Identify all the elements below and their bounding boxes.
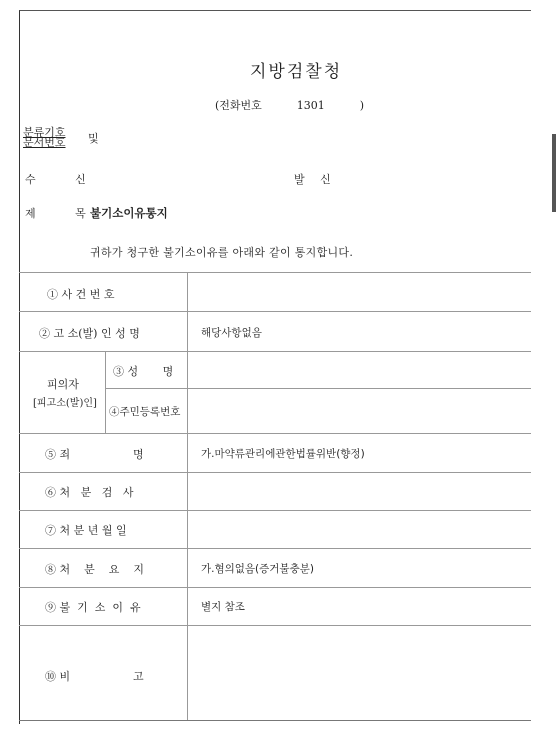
subject-value: 불기소이유통지 [90,206,168,220]
table-column-rule [187,272,188,720]
doc-no-and: 및 [88,132,99,145]
charge-label: ⑤ 죄 명 [45,448,144,461]
agency-title: 지방검찰청 [250,62,343,82]
sender-label: 발 신 [294,173,337,186]
table-rule [19,548,531,549]
case-no-label: ① 사 건 번 호 [47,288,115,301]
complainant-value: 해당사항없음 [201,327,262,339]
reason-label: ⑨ 불 기 소 이 유 [45,601,141,614]
suspect-name-label: ③ 성 명 [113,365,174,378]
phone-suffix: ) [359,99,365,112]
complainant-label: ② 고 소(발) 인 성 명 [39,327,140,340]
suspect-group-sub: [피고소(발)인] [33,398,97,409]
scan-edge-mark [552,134,556,212]
doc-no-line2: 문서번호 [23,136,66,149]
table-rule [19,625,531,626]
suspect-group-label: 피의자 [47,378,79,391]
doc-no-line1: 분류기호 [23,126,66,139]
table-rule [19,433,531,434]
notice-table [19,272,531,720]
disposition-date-label: ⑦ 처 분 년 월 일 [45,524,127,537]
table-rule [19,587,531,588]
table-rule [19,311,531,312]
phone-prefix: (전화번호 [215,99,262,112]
prosecutor-label: ⑥ 처 분 검 사 [45,486,134,499]
phone-number: 1301 [296,99,325,112]
disposition-label: ⑧ 처 분 요 지 [45,563,144,576]
table-rule [19,351,531,352]
suspect-id-label: ④주민등록번호 [109,406,181,418]
table-rule [19,472,531,473]
subject-label: 제 목 [25,207,104,220]
reason-value: 별지 참조 [201,601,245,613]
remarks-label: ⑩ 비 고 [45,670,144,683]
disposition-value: 가.혐의없음(증거불충분) [201,563,314,575]
page-bottom-border [19,720,531,721]
recipient-label: 수 신 [25,173,104,186]
table-column-rule [105,351,106,433]
intro-text: 귀하가 청구한 불기소이유를 아래와 같이 통지합니다. [90,246,354,259]
table-rule [19,510,531,511]
table-rule [19,272,531,273]
phone-line [215,97,364,113]
table-rule [105,388,531,389]
charge-value: 가.마약류관리에관한법률위반(향정) [201,448,365,460]
